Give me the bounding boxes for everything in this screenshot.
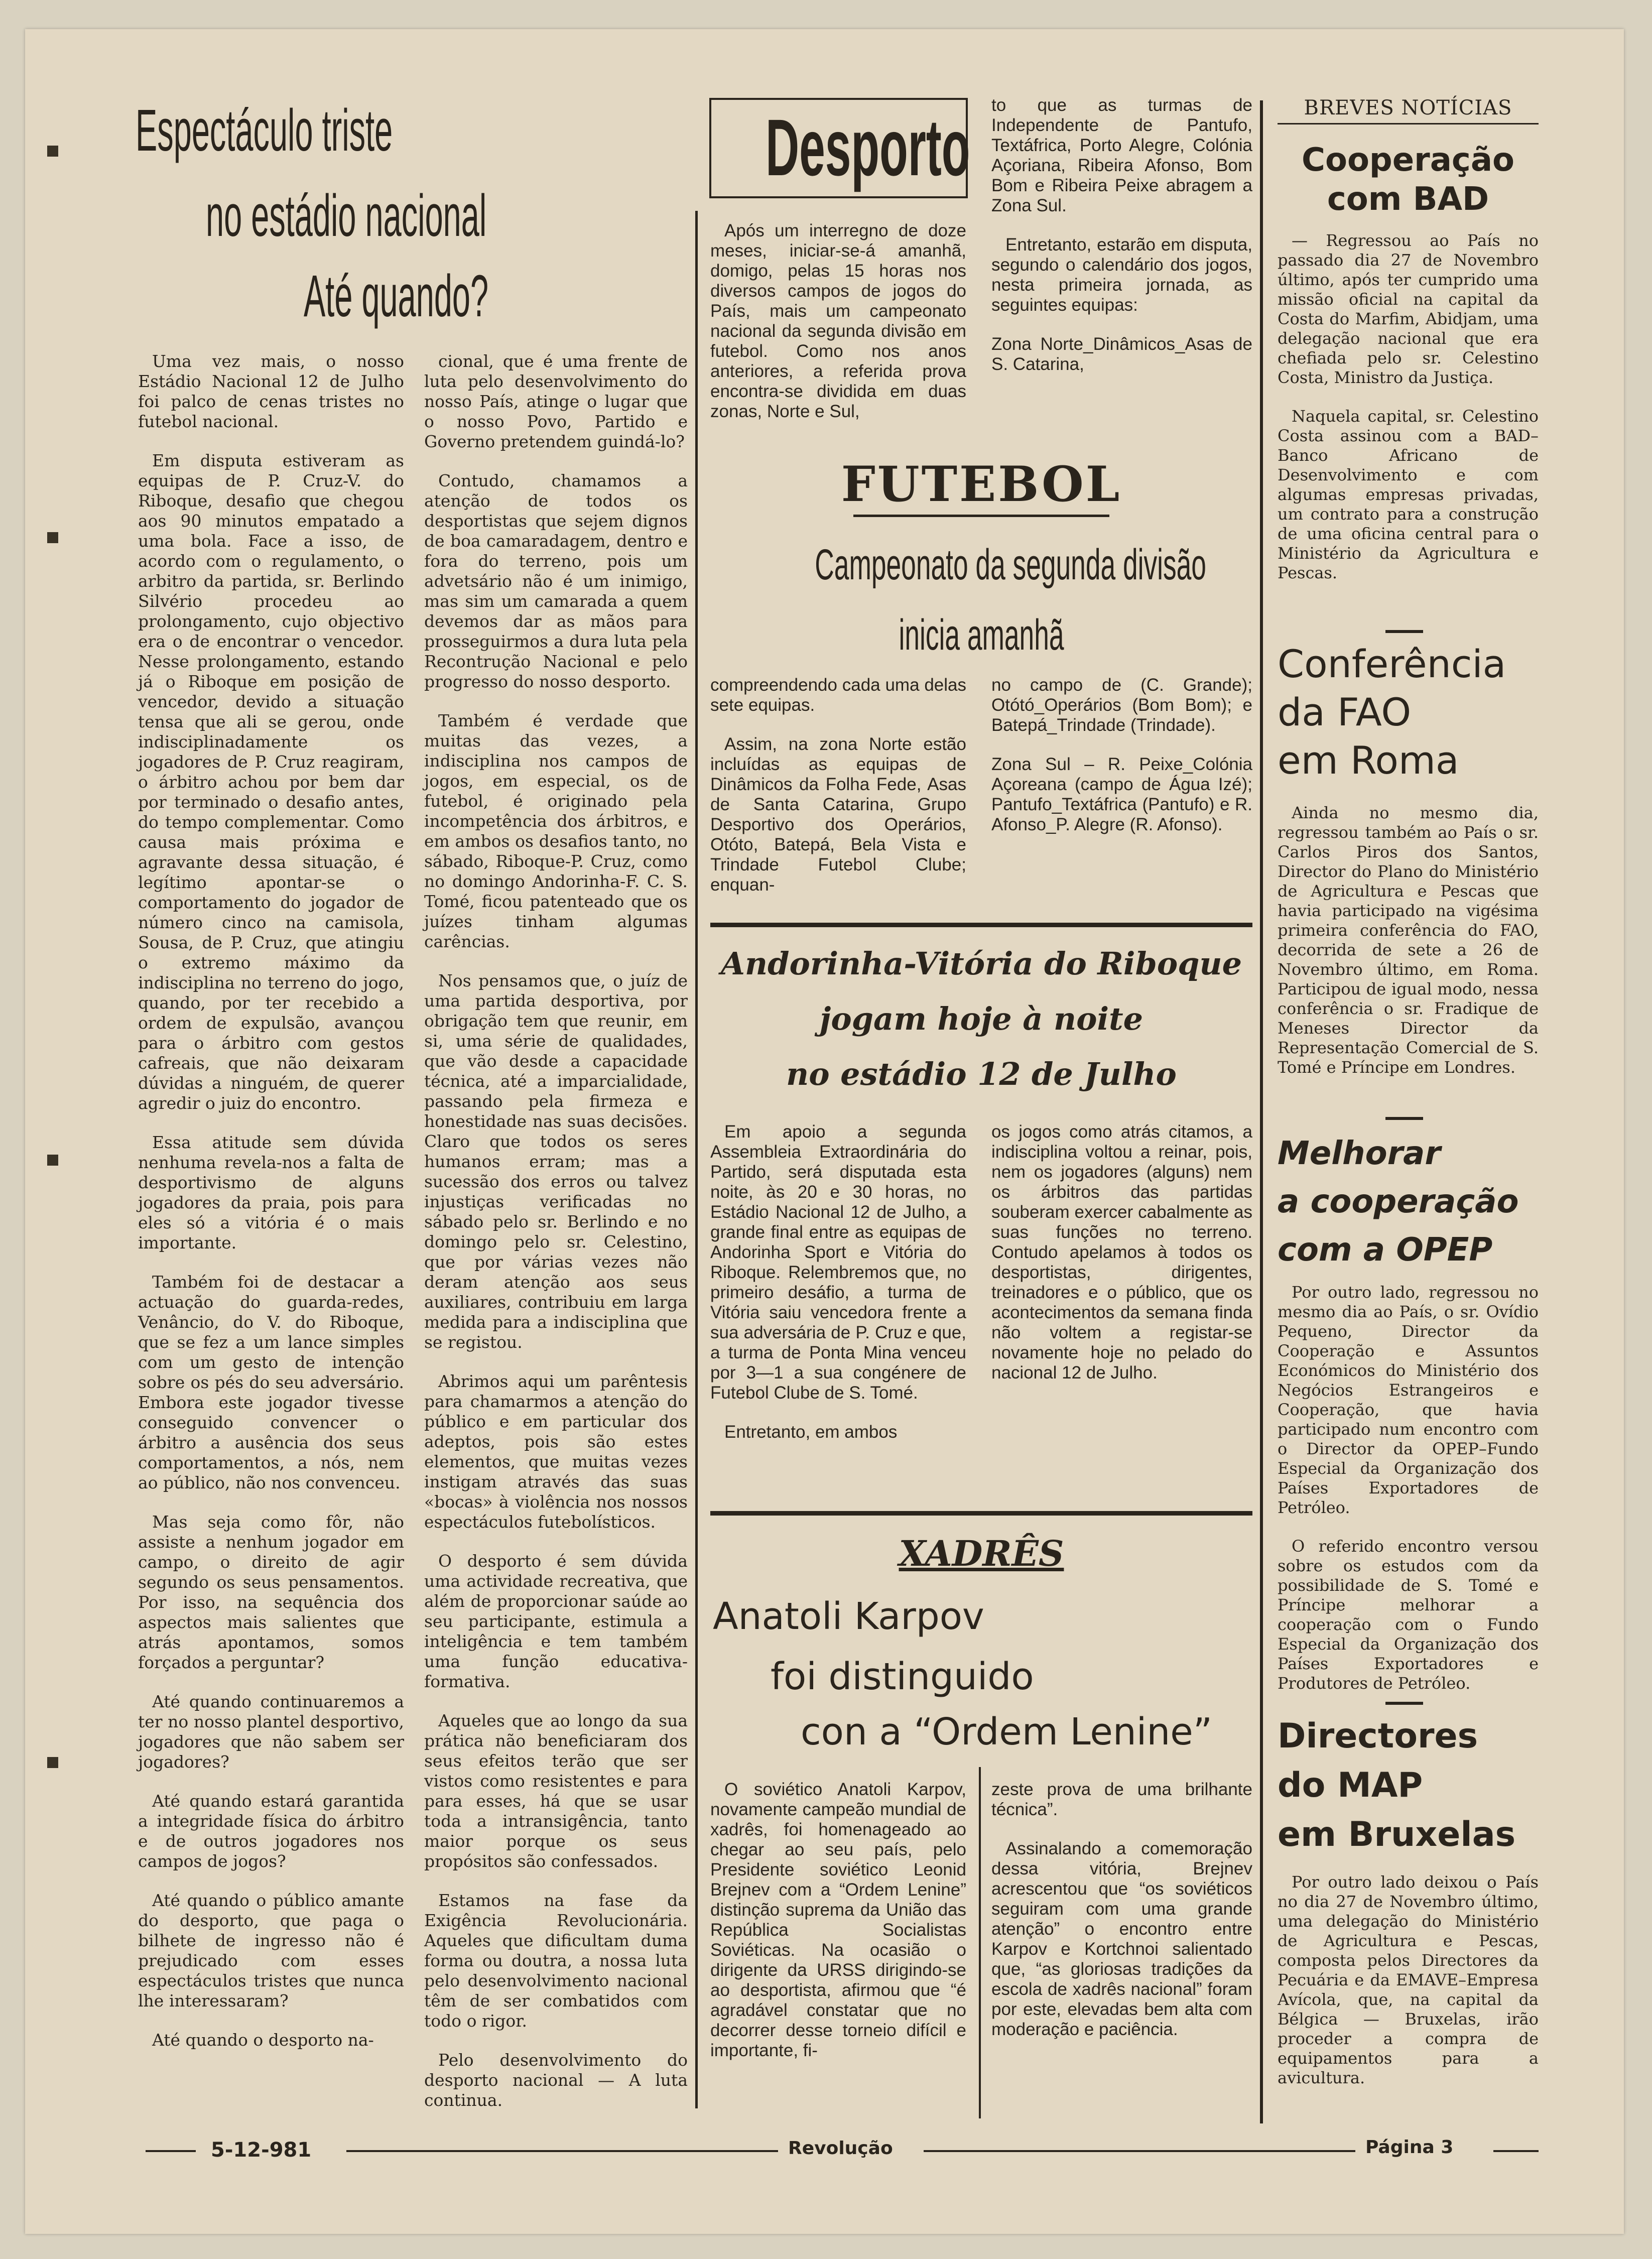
paragraph: — Regressou ao País no passado dia 27 de Novembro último, após ter cumprido uma missão oficial na capital da Costa do Marfim, Abidjam, uma delegação nacional que era chefiada pelo sr. Celestino Costa, Ministro da Justiça.: [1278, 231, 1539, 387]
paragraph: Até quando o público amante do desporto, que paga o bilhete de ingresso não é prejudicado com esses espectáculos tristes que nunca lhe interessaram?: [138, 1891, 404, 2011]
xadres-col1: [710, 1780, 966, 2080]
paragraph: Zona Sul – R. Peixe_Colónia Açoreana (campo de Água Izé); Pantufo_Textáfrica (Pantufo) e R. Afonso_P. Alegre (R. Afonso).: [991, 755, 1252, 834]
breves-separator: [1385, 630, 1423, 633]
column-divider: [1260, 100, 1263, 2123]
section-divider: [710, 1511, 1252, 1516]
paragraph: compreendendo cada uma delas sete equipas.: [710, 675, 966, 715]
breves-body: [1278, 1283, 1539, 1712]
paragraph: Também foi de destacar a actuação do guarda-redes, Venâncio, do V. do Riboque, que se fez a um lance simples com um gesto de intenção sobre os pés do seu adversário. Embora este jogador tivesse conseguido convencer o árbitro a ausência dos seus comportamentos, a nós, nem ao público, não nos convenceu.: [138, 1272, 404, 1492]
paragraph: os jogos como atrás citamos, a indisciplina voltou a reinar, pois, nem os jogadores (alguns) nem os árbitros das partidas souberam exercer cabalmente as suas funções no terreno. Contudo apelamos à todos os desportistas, dirigentes, treinadores e o público, que os acontecimentos da semana finda não voltem a registar-se novamente hoje no pelado do nacional 12 de Julho.: [991, 1122, 1252, 1383]
headline-line: do MAP: [1278, 1766, 1423, 1805]
breves-headline: [1278, 640, 1539, 785]
xadres-headline-3: con a “Ordem Lenine”: [801, 1710, 1213, 1753]
paragraph: no campo de (C. Grande); Otótó_Operários (Bom Bom); e Batepá_Trindade (Trindade).: [991, 675, 1252, 735]
andorinha-col1: [710, 1122, 966, 1461]
paragraph: Entretanto, estarão em disputa, segundo o calendário dos jogos, nesta primeira jornada, as seguintes equipas:: [991, 235, 1252, 315]
headline-line: Conferência: [1278, 642, 1506, 686]
footer-rule: [146, 2150, 196, 2152]
paragraph: Abrimos aqui um parêntesis para chamarmos a atenção do público e em particular dos adeptos, pois são estes elementos, que muitas vezes instigam através das suas «bocas» à violência nos nossos espectáculos futebolísticos.: [424, 1371, 688, 1532]
breves-headline: [1275, 141, 1541, 219]
paragraph: O referido encontro versou sobre os estudos com da possibilidade de S. Tomé e Príncipe melhorar a cooperação com o Fundo Especial da Organização dos Países Exportadores e Produtores de Petróleo.: [1278, 1537, 1539, 1693]
breves-header-rule: [1278, 123, 1539, 124]
headline-line-3: Até quando?: [304, 263, 489, 329]
paragraph: Em apoio a segunda Assembleia Extraordinária do Partido, será disputada esta noite, às 20 e 30 horas, no Estádio Nacional 12 de Julho, a grande final entre as equipas de Andorinha Sport e Vitória do Riboque. Relembremos que, no primeiro desáfio, a turma de Vitória saiu vencedora frente a sua adversária de P. Cruz e que, a turma de Ponta Mina venceu por 3—1 a sua congénere de Futebol Clube de S. Tomé.: [710, 1122, 966, 1403]
binding-hole: [47, 1757, 58, 1768]
breves-header: BREVES NOTÍCIAS: [1304, 96, 1512, 119]
headline-line-2: no estádio nacional: [206, 183, 487, 249]
paragraph: Essa atitude sem dúvida nenhuma revela-nos a falta de desportivismo de alguns jogadores da praia, pois para eles só a vitória é o mais importante.: [138, 1133, 404, 1252]
paragraph: O desporto é sem dúvida uma actividade recreativa, que além de proporcionar saúde ao seu participante, estimula a inteligência e tem também uma função educativa-formativa.: [424, 1551, 688, 1691]
paragraph: Em disputa estiveram as equipas de P. Cruz-V. do Riboque, desafio que chegou aos 90 minutos empatado a uma bola. Face a isso, de acordo com o regulamento, o arbitro da partida, sr. Berlindo Silvério procedeu ao prolongamento, cujo objectivo era o de encontrar o vencedor. Nesse prolongamento, estando já o Riboque em posição de vencedor, devido a situação tensa que ali se gerou, onde indisciplinadamente os jogadores de P. Cruz reagiram, o árbitro achou por bem dar por terminado o desafio antes, do tempo complementar. Como causa mais próxima e agravante dessa situação, é legítimo apontar-se o comportamento do jogador de número cinco na camisola, Sousa, de P. Cruz, que atingiu o extremo máximo da indisciplina no terreno do jogo, quando, por ter recebido a ordem de expulsão, avançou para o árbitro com gestos cafreais, que não deixaram dúvidas a ninguém, de querer agredir o juiz do encontro.: [138, 451, 404, 1113]
futebol-headline-2: inicia amanhã: [899, 611, 1064, 659]
breves-body: [1278, 803, 1539, 1096]
paragraph: Contudo, chamamos a atenção de todos os desportistas que sejem dignos de boa camaradagem, dentro e fora do terreno, pois um advetsário não é um inimigo, mas sim um camarada a quem devemos dar as mãos para prosseguirmos a dura luta pela Recontrução Nacional e pelo progresso do nosso desporto.: [424, 471, 688, 691]
paragraph: Uma vez mais, o nosso Estádio Nacional 12 de Julho foi palco de cenas tristes no futebol nacional.: [138, 351, 404, 431]
footer-page: Página 3: [1365, 2137, 1454, 2158]
left-article-col1: [138, 351, 404, 2069]
headline-line: Melhorar: [1278, 1135, 1441, 1172]
futebol-col1: [710, 675, 966, 914]
paragraph: Assinalando a comemoração dessa vitória, Brejnev acrescentou que “os soviéticos seguiram com uma grande atenção” o encontro entre Karpov e Kortchnoi salientado que, “as gloriosas tradições da escola de xadrês nacional” foram por este, elevadas bem alta com moderação e paciência.: [991, 1839, 1252, 2039]
binding-hole: [47, 532, 58, 543]
paragraph: Também é verdade que muitas das vezes, a indisciplina nos campos de jogos, em especial, os de futebol, é originado pela incompetência dos árbitros, e em ambos os desafios tanto, no sábado, Riboque-P. Cruz, como no domingo Andorinha-F. C. S. Tomé, ficou patenteado que os juízes tinham algumas carências.: [424, 711, 688, 951]
futebol-col2: [991, 675, 1252, 854]
binding-hole: [47, 146, 58, 157]
paragraph: to que as turmas de Independente de Pantufo, Textáfrica, Porto Alegre, Colónia Açoriana, Ribeira Afonso, Bom Bom e Ribeira Peixe abragem a Zona Sul.: [991, 95, 1252, 215]
footer-rule: [1493, 2150, 1539, 2152]
desporto-col2: [991, 95, 1252, 394]
desporto-col1: [710, 221, 966, 441]
futebol-underline: [853, 515, 1109, 517]
paragraph: zeste prova de uma brilhante técnica”.: [991, 1780, 1252, 1819]
footer-date: 5-12-981: [211, 2139, 312, 2162]
paragraph: Até quando continuaremos a ter no nosso plantel desportivo, jogadores que não sabem ser jogadores?: [138, 1692, 404, 1772]
xadres-col2: [991, 1780, 1252, 2059]
headline-line: em Roma: [1278, 738, 1459, 783]
paragraph: Por outro lado deixou o País no dia 27 de Novembro último, uma delegação do Ministério de Agricultura e Pescas, composta pelos Directores da Pecuária e da EMAVE–Empresa Avícola, que, na capital da Bélgica — Bruxelas, irão proceder a compra de equipamentos para a avicultura.: [1278, 1872, 1539, 2087]
breves-separator: [1385, 1702, 1423, 1705]
andorinha-col2: [991, 1122, 1252, 1402]
left-article-col2: [424, 351, 688, 2129]
paragraph: Entretanto, em ambos: [724, 1422, 898, 1442]
andorinha-headline-3: no estádio 12 de Julho: [786, 1056, 1177, 1092]
paragraph: Aqueles que ao longo da sua prática não beneficiaram dos seus efeitos terão que ser vistos como resistentes e para para esses, há que se usar toda a intransigência, tanto maior porque os seus propósitos são confessados.: [424, 1711, 688, 1871]
section-divider: [710, 923, 1252, 927]
headline-line: com a OPEP: [1278, 1231, 1493, 1269]
paragraph: Naquela capital, sr. Celestino Costa assinou com a BAD–Banco Africano de Desenvolvimento e com algumas empresas privadas, um contrato para a construção de uma oficina central para o Ministério da Agricultura e Pescas.: [1278, 407, 1539, 582]
headline-line: em Bruxelas: [1278, 1815, 1516, 1854]
headline-line: a cooperação: [1278, 1183, 1519, 1220]
xadres-headline-2: foi distinguido: [771, 1655, 1034, 1698]
headline-line: da FAO: [1278, 690, 1412, 734]
section-title: Desporto: [766, 102, 970, 192]
footer-publication: Revolução: [788, 2138, 893, 2159]
paragraph: Assim, na zona Norte estão incluídas as equipas de Dinâmicos da Folha Fede, Asas de Santa Catarina, Grupo Desportivo dos Operários, Otóto, Batepá, Bela Vista e Trindade Futebol Clube; enquan-: [710, 734, 966, 895]
futebol-headline-1: Campeonato da segunda divisão: [815, 541, 1206, 589]
footer-rule: [924, 2150, 1355, 2152]
paragraph: Após um interregno de doze meses, iniciar-se-á amanhã, domigo, pelas 15 horas nos diversos campos de jogos do País, mais um campeonato nacional da segunda divisão em futebol. Como nos anos anteriores, a referida prova encontra-se dividida em duas zonas, Norte e Sul,: [710, 221, 966, 421]
breves-body: [1278, 231, 1539, 602]
xadres-label: XADRÊS: [899, 1533, 1064, 1574]
paragraph: Nos pensamos que, o juíz de uma partida desportiva, por obrigação tem que reunir, em si, uma série de qualidades, que vão desde a capacidade técnica, até a imparcialidade, passando pela firmeza e honestidade nas suas decisões. Claro que todos os seres humanos erram; mas a sucessão dos erros ou talvez injustiças verificadas no sábado pelo sr. Berlindo e no domingo pelo sr. Celestino, que por várias vezes não deram atenção aos seus auxiliares, contribuiu em larga medida para a indisciplina que se registou.: [424, 971, 688, 1352]
andorinha-headline-2: jogam hoje à noite: [819, 1000, 1143, 1037]
column-divider: [979, 1767, 981, 2118]
andorinha-headline-1: Andorinha-Vitória do Riboque: [720, 945, 1242, 982]
paragraph: Estamos na fase da Exigência Revolucionária. Aqueles que dificultam duma forma ou doutra, a nossa luta pelo desenvolvimento nacional têm de ser combatidos com todo o rigor.: [424, 1891, 688, 2031]
paragraph: Zona Norte_Dinâmicos_Asas de S. Catarina,: [991, 334, 1252, 374]
paragraph: Por outro lado, regressou no mesmo dia ao País, o sr. Ovídio Pequeno, Director da Cooperação e Assuntos Económicos do Ministério dos Negócios Estrangeiros e Cooperação, que havia participado num encontro com o Director da OPEP–Fundo Especial da Organização dos Países Exportadores de Petróleo.: [1278, 1283, 1539, 1517]
headline-line-1: Espectáculo triste: [136, 97, 393, 164]
xadres-headline-1: Anatoli Karpov: [713, 1595, 984, 1638]
breves-headline: [1278, 1712, 1544, 1859]
breves-separator: [1385, 1117, 1423, 1120]
left-article-headline: [136, 95, 537, 341]
headline-line: Cooperação: [1302, 142, 1514, 179]
column-divider: [695, 1657, 698, 2108]
paragraph: cional, que é uma frente de luta pelo desenvolvimento do nosso País, atinge o lugar que o nosso Povo, Partido e Governo pretendem guindá-lo?: [424, 351, 688, 451]
section-title-box: [709, 98, 968, 198]
footer-rule: [346, 2150, 778, 2152]
paragraph: Mas seja como fôr, não assiste a nenhum jogador em campo, o direito de agir segundo os seus pensamentos. Por isso, na sequência dos aspectos mais salientes que atrás apontamos, somos forçados a perguntar?: [138, 1512, 404, 1672]
paragraph: Até quando o desporto na-: [152, 2030, 374, 2050]
paragraph: Até quando estará garantida a integridade física do árbitro e de outros jogadores nos campos de jogos?: [138, 1791, 404, 1871]
headline-line: Directores: [1278, 1716, 1478, 1756]
binding-hole: [47, 1155, 58, 1166]
paragraph: Pelo desenvolvimento do desporto nacional — A luta continua.: [424, 2050, 688, 2110]
headline-line: com BAD: [1327, 181, 1489, 218]
breves-body: [1278, 1872, 1539, 2107]
paragraph: Ainda no mesmo dia, regressou também ao País o sr. Carlos Piros dos Santos, Director do Plano do Ministério de Agricultura e Pescas que havia participado na vigésima primeira conferência do FAO, decorrida de sete a 26 de Novembro último, em Roma. Participou de igual modo, nessa conferência o sr. Fradique de Meneses Director da Representação Comercial de S. Tomé e Príncipe em Londres.: [1278, 803, 1539, 1077]
futebol-label: FUTEBOL: [841, 456, 1122, 513]
paragraph: O soviético Anatoli Karpov, novamente campeão mundial de xadrês, foi homenageado ao chegar ao seu país, pelo Presidente soviético Leonid Brejnev com a “Ordem Lenine” distinção suprema da União das República Socialistas Soviéticas. Na ocasião o dirigente da URSS dirigindo-se ao desportista, afirmou que “é agradável constatar que no decorrer desse torneio difícil e importante, fi-: [710, 1780, 966, 2060]
breves-headline: [1278, 1130, 1544, 1274]
